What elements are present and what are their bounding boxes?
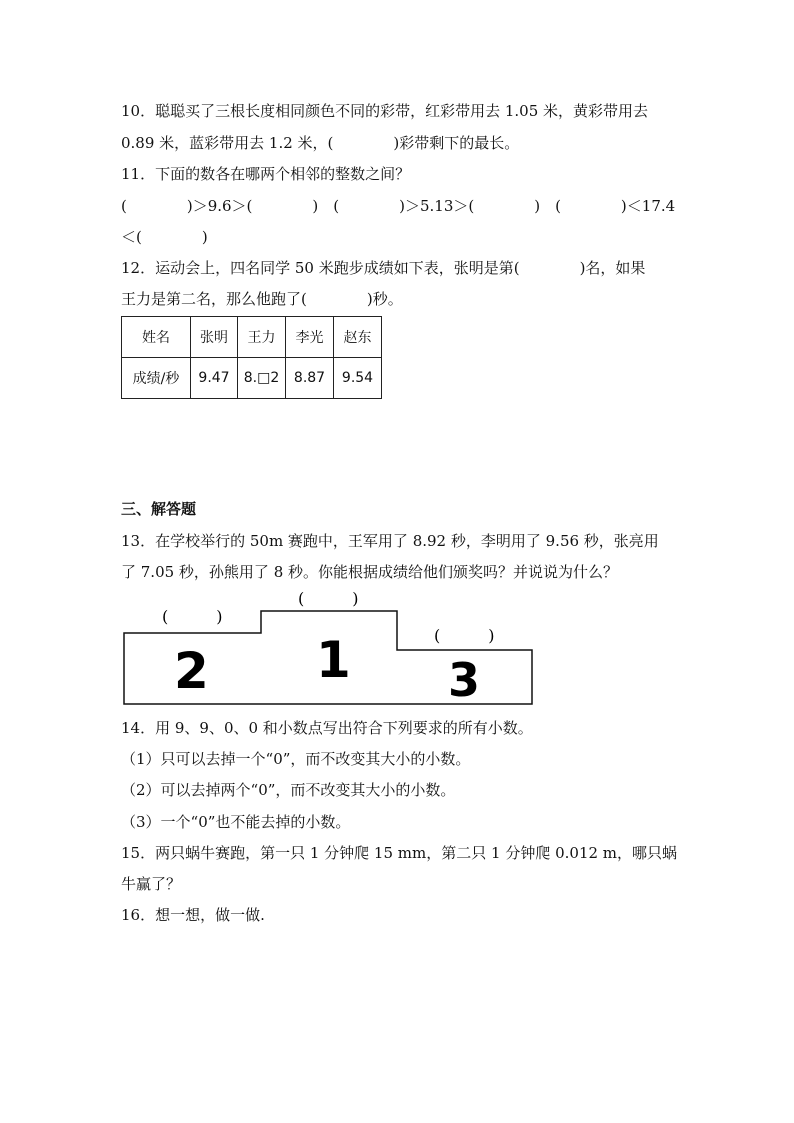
- podium-number-third: 3: [448, 653, 481, 706]
- table-header-cell: 张明: [191, 317, 238, 358]
- podium-blank-first: ( ): [298, 589, 359, 608]
- table-row: [122, 317, 382, 358]
- q15-line2: 牛赢了？: [121, 875, 182, 893]
- podium-number-first: 1: [316, 631, 351, 689]
- q14-item1: （1）只可以去掉一个“0”，而不改变其大小的小数。: [121, 750, 471, 768]
- podium-blank-third: ( ): [434, 626, 495, 645]
- award-podium: [122, 588, 536, 706]
- podium-figure: [122, 588, 536, 706]
- table-cell: 8.□2: [238, 358, 286, 399]
- q11-line3: ＜( ): [121, 228, 208, 246]
- table-header-cell: 赵东: [334, 317, 382, 358]
- q12-line2: 王力是第二名，那么他跑了( )秒。: [121, 290, 403, 308]
- q11-line2: ( )＞9.6＞( ) ( )＞5.13＞( ) ( )＜17.4: [121, 197, 676, 215]
- q13-line2: 了 7.05 秒，孙熊用了 8 秒。你能根据成绩给他们颁奖吗？并说说为什么？: [121, 563, 619, 581]
- q12-line1: 12．运动会上，四名同学 50 米跑步成绩如下表，张明是第( )名，如果: [121, 259, 646, 277]
- q15-line1: 15．两只蜗牛赛跑，第一只 1 分钟爬 15 mm，第二只 1 分钟爬 0.012 m，哪只蜗: [121, 844, 678, 862]
- table-cell: 8.87: [286, 358, 334, 399]
- table-header-cell: 李光: [286, 317, 334, 358]
- podium-number-second: 2: [174, 642, 209, 700]
- q10-line2: 0.89 米，蓝彩带用去 1.2 米，( )彩带剩下的最长。: [121, 134, 520, 152]
- table-header-cell: 王力: [238, 317, 286, 358]
- q10-line1: 10．聪聪买了三根长度相同颜色不同的彩带，红彩带用去 1.05 米，黄彩带用去: [121, 102, 649, 120]
- q16-line1: 16．想一想，做一做.: [121, 906, 265, 924]
- q11-line1: 11．下面的数各在哪两个相邻的整数之间？: [121, 165, 411, 183]
- score-table: [121, 316, 382, 399]
- podium-blank-second: ( ): [162, 607, 223, 626]
- q14-line1: 14．用 9、9、0、0 和小数点写出符合下列要求的所有小数。: [121, 719, 533, 737]
- table-row: [122, 358, 382, 399]
- q13-line1: 13．在学校举行的 50m 赛跑中，王军用了 8.92 秒，李明用了 9.56 秒，张亮用: [121, 532, 659, 550]
- table-cell: 成绩/秒: [122, 358, 191, 399]
- table-header-cell: 姓名: [122, 317, 191, 358]
- table-cell: 9.47: [191, 358, 238, 399]
- table-cell: 9.54: [334, 358, 382, 399]
- q14-item2: （2）可以去掉两个“0”，而不改变其大小的小数。: [121, 781, 456, 799]
- section-title: 三、解答题: [121, 500, 197, 518]
- q14-item3: （3）一个“0”也不能去掉的小数。: [121, 813, 351, 831]
